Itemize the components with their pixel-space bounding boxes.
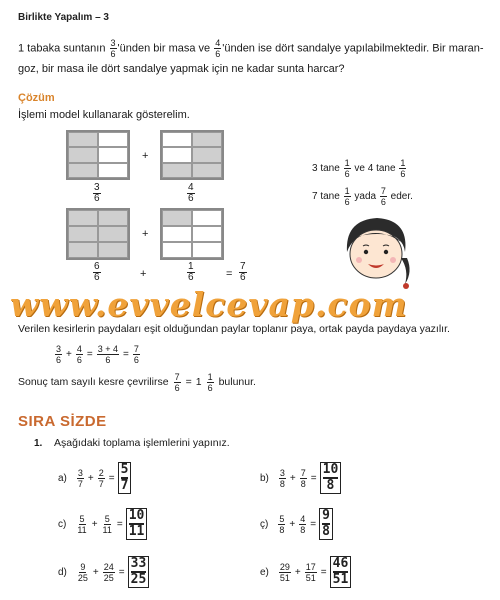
mixed-number-line: Sonuç tam sayılı kesre çevrilirse $\frac{7}{6}$ = 1 $\frac{1}{6}$ bulunur.	[18, 372, 256, 393]
plus-sign: +	[142, 228, 149, 240]
exercise-e: e) $\frac{29}{51}$ + $\frac{17}{51}$ = $\frac{46}{51}$	[260, 556, 351, 588]
girl-illustration	[335, 212, 420, 292]
problem-part-1: 1 tabaka suntanın	[18, 42, 106, 55]
exercise-c-cedilla: ç) $\frac{5}{8}$ + $\frac{4}{8}$ = $\frac{9}{8}$	[260, 508, 333, 540]
addition-equation: $\frac{3}{6}$ + $\frac{4}{6}$ = $\frac{3 + 4}{6}$ = $\frac{7}{6}$	[56, 344, 139, 365]
question-number: 1.	[34, 438, 43, 449]
label-4-6: $\frac{4}{6}$	[188, 182, 194, 204]
problem-part-3: 'ünden ise dört sandalye yapılabilmektedir. Bir maran-	[222, 42, 484, 55]
label-6-6: $\frac{6}{6}$	[94, 261, 100, 283]
exercise-c: c) $\frac{5}{11}$ + $\frac{5}{11}$ = $\frac{10}{11}$	[58, 508, 147, 540]
question-text: Aşağıdaki toplama işlemlerini yapınız.	[54, 437, 230, 449]
note-line-2: 7 tane $\frac{1}{6}$ yada $\frac{7}{6}$ eder.	[312, 186, 413, 207]
note-line-1: 3 tane $\frac{1}{6}$ ve 4 tane $\frac{1}{6}$	[312, 158, 406, 179]
answer-box: $\frac{46}{51}$	[330, 556, 352, 588]
answer-box: $\frac{33}{25}$	[128, 556, 150, 588]
problem-part-2: 'ünden bir masa ve	[117, 42, 211, 55]
equals-sign: =	[226, 268, 233, 280]
exercise-a: a) $\frac{3}{7}$ + $\frac{2}{7}$ = $\frac{5}{7}$	[58, 462, 131, 494]
model-grid-3-6	[66, 130, 130, 180]
answer-box: $\frac{10}{11}$	[126, 508, 148, 540]
answer-box: $\frac{5}{7}$	[118, 462, 132, 494]
exercise-b: b) $\frac{3}{8}$ + $\frac{7}{8}$ = $\frac{10}{8}$	[260, 462, 341, 494]
model-grid-1-6	[160, 208, 224, 260]
plus-sign: +	[142, 150, 149, 162]
section-title: Birlikte Yapalım – 3	[18, 12, 109, 23]
watermark: www.evvelcevap.com	[10, 285, 408, 324]
model-grid-4-6	[160, 130, 224, 180]
label-1-6: $\frac{1}{6}$	[188, 261, 194, 283]
problem-line-1	[18, 38, 484, 59]
plus-sign: +	[140, 268, 147, 280]
label-3-6: $\frac{3}{6}$	[94, 182, 100, 204]
exercise-d: d) $\frac{9}{25}$ + $\frac{24}{25}$ = $\frac{33}{25}$	[58, 556, 149, 588]
fraction: $\frac{3}{6}$	[110, 38, 116, 59]
label-7-6: $\frac{7}{6}$	[240, 261, 246, 283]
solution-intro: İşlemi model kullanarak gösterelim.	[18, 109, 190, 121]
fraction: $\frac{4}{6}$	[215, 38, 221, 59]
explanation-text: Verilen kesirlerin paydaları eşit olduğundan paylar toplanır paya, ortak payda paydaya yazılır.	[18, 323, 450, 335]
sira-sizde-heading: SIRA SİZDE	[18, 413, 107, 430]
answer-box: $\frac{10}{8}$	[320, 462, 342, 494]
solution-heading: Çözüm	[18, 92, 55, 104]
problem-line-2: goz, bir masa ile dört sandalye yapmak için ne kadar sunta harcar?	[18, 63, 345, 75]
model-grid-6-6	[66, 208, 130, 260]
answer-box: $\frac{9}{8}$	[319, 508, 333, 540]
